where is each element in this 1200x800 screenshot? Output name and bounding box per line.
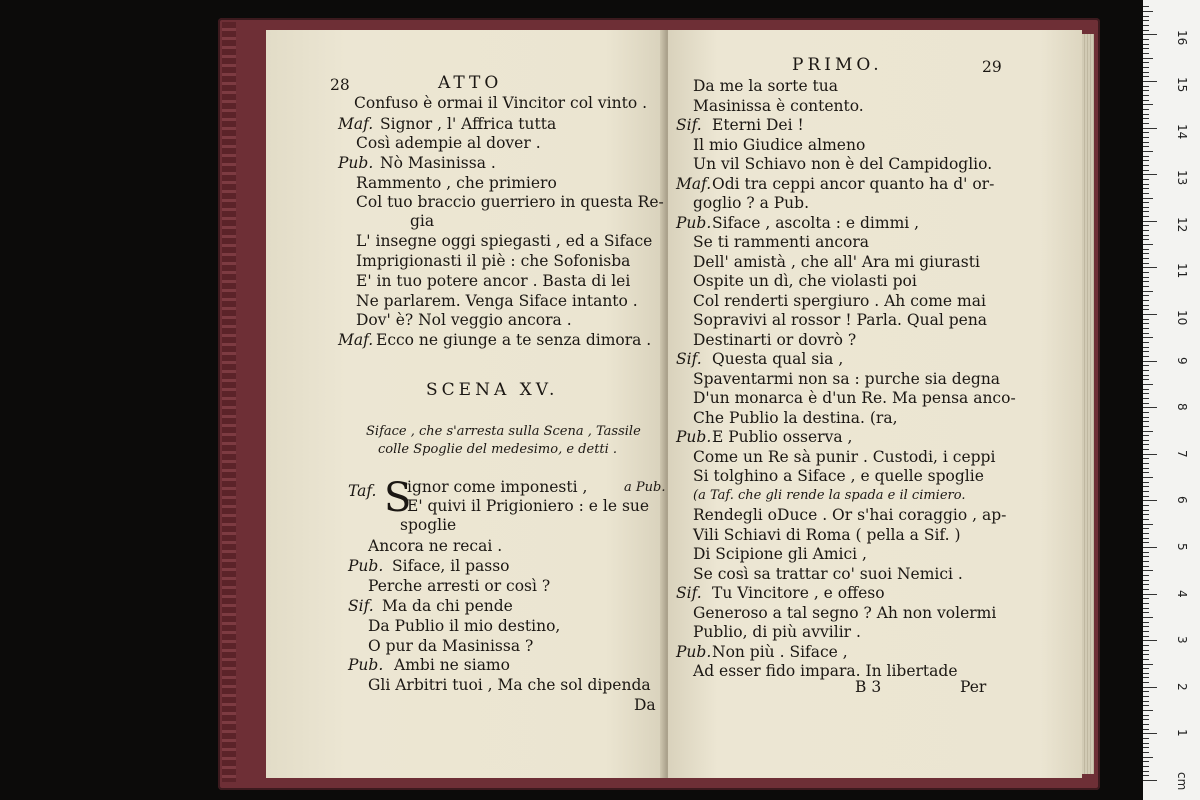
drop-cap: S <box>384 475 412 521</box>
text-line: Masinissa è contento. <box>693 96 864 115</box>
text-line: Rammento , che primiero <box>356 174 557 192</box>
ruler-tick <box>1143 724 1149 725</box>
ruler-tick <box>1143 314 1157 315</box>
scene-heading: SCENA XV. <box>426 380 559 400</box>
text-line: Eterni Dei ! <box>712 116 804 134</box>
ruler-tick <box>1143 403 1149 404</box>
speaker-label: Sif. <box>348 597 374 615</box>
ruler-tick <box>1143 90 1149 91</box>
ruler-tick <box>1143 263 1149 264</box>
ruler-tick <box>1143 435 1149 436</box>
ruler-tick <box>1143 575 1149 576</box>
catchword: Da <box>634 696 656 714</box>
text-line: Spaventarmi non sa : purche sia degna <box>693 369 1001 388</box>
speaker-label: Pub. <box>676 428 712 446</box>
ruler-tick <box>1143 25 1149 26</box>
ruler-tick <box>1143 146 1149 147</box>
ruler-tick <box>1143 72 1149 73</box>
ruler-tick <box>1143 156 1149 157</box>
ruler-tick <box>1143 309 1149 310</box>
text-line: Ne parlarem. Venga Siface intanto . <box>356 292 638 310</box>
ruler-number: 4 <box>1175 589 1189 598</box>
ruler-tick <box>1143 468 1149 469</box>
ruler-tick <box>1143 687 1157 688</box>
ruler-tick <box>1143 677 1149 678</box>
ruler-tick <box>1143 132 1149 133</box>
ruler-number: 7 <box>1175 449 1189 458</box>
speaker-label: Sif. <box>676 116 702 134</box>
text-line: Confuso è ormai il Vincitor col vinto . <box>354 94 648 112</box>
ruler-tick <box>1143 528 1149 529</box>
ruler-tick <box>1143 6 1149 7</box>
speaker-label: Pub. <box>348 656 384 674</box>
ruler-tick <box>1143 272 1149 273</box>
ruler-tick <box>1143 491 1149 492</box>
ruler-tick <box>1143 389 1149 390</box>
ruler-tick <box>1143 81 1157 82</box>
ruler-tick <box>1143 319 1149 320</box>
ruler-tick <box>1143 160 1149 161</box>
ruler-tick <box>1143 608 1149 609</box>
text-line: (a Taf. che gli rende la spada e il cimiero. <box>693 487 966 503</box>
speaker-label: Pub. <box>338 154 374 172</box>
text-line: Ad esser fido impara. In libertade <box>693 662 958 680</box>
ruler-tick <box>1143 100 1149 101</box>
ruler-tick <box>1143 142 1149 143</box>
ruler-tick <box>1143 174 1157 175</box>
ruler-tick <box>1143 184 1149 185</box>
ruler-tick <box>1143 482 1149 483</box>
ruler-tick <box>1143 118 1149 119</box>
text-line: Tu Vincitore , e offeso <box>712 584 885 602</box>
ruler-tick <box>1143 570 1153 571</box>
ruler-tick <box>1143 286 1149 287</box>
text-line: Di Scipione gli Amici , <box>693 545 867 563</box>
ruler-tick <box>1143 584 1149 585</box>
ruler-tick <box>1143 20 1149 21</box>
ruler-tick <box>1143 640 1157 641</box>
ruler-tick <box>1143 449 1149 450</box>
ruler-tick <box>1143 225 1149 226</box>
measuring-ruler <box>1143 0 1200 800</box>
ruler-tick <box>1143 612 1149 613</box>
ruler-unit: cm <box>1175 772 1189 791</box>
ruler-tick <box>1143 328 1149 329</box>
text-line: Questa qual sia , <box>712 350 844 368</box>
ruler-tick <box>1143 198 1153 199</box>
ruler-tick <box>1143 165 1149 166</box>
text-line: D'un monarca è d'un Re. Ma pensa anco- <box>693 389 1016 407</box>
text-line: Da Publio il mio destino, <box>368 617 561 635</box>
text-line: Col tuo braccio guerriero in questa Re- <box>356 193 664 211</box>
ruler-tick <box>1143 253 1149 254</box>
ruler-tick <box>1143 16 1149 17</box>
text-line: Come un Re sà punir . Custodi, i ceppi <box>693 447 996 466</box>
ruler-tick <box>1143 342 1149 343</box>
speaker-label: Maf. <box>338 331 374 349</box>
ruler-tick <box>1143 323 1149 324</box>
text-line: Ma da chi pende <box>382 597 513 615</box>
catchword: Per <box>960 678 987 696</box>
speaker-label: Taf. <box>348 482 377 500</box>
ruler-number: 10 <box>1175 310 1189 326</box>
text-line: Perche arresti or così ? <box>368 577 551 595</box>
text-line: Nò Masinissa . <box>380 154 496 172</box>
ruler-tick <box>1143 463 1149 464</box>
ruler-tick <box>1143 407 1157 408</box>
ruler-tick <box>1143 67 1149 68</box>
ruler-tick <box>1143 417 1149 418</box>
ruler-tick <box>1143 743 1149 744</box>
ruler-tick <box>1143 179 1149 180</box>
ruler-tick <box>1143 458 1149 459</box>
ruler-tick <box>1143 710 1153 711</box>
text-line: Dell' amistà , che all' Ara mi giurasti <box>693 252 980 271</box>
ruler-tick <box>1143 729 1149 730</box>
ruler-tick <box>1143 375 1149 376</box>
ruler-tick <box>1143 398 1149 399</box>
ruler-number: 1 <box>1175 729 1189 738</box>
speaker-label: Sif. <box>676 350 702 368</box>
ruler-number: 5 <box>1175 543 1189 551</box>
ruler-tick <box>1143 170 1149 171</box>
ruler-tick <box>1143 109 1149 110</box>
ruler-number: 16 <box>1175 30 1189 46</box>
ruler-tick <box>1143 761 1149 762</box>
text-line: Ecco ne giunge a te senza dimora . <box>376 331 652 349</box>
text-line: Dov' è? Nol veggio ancora . <box>356 311 572 329</box>
cover-edge <box>222 22 236 782</box>
ruler-tick <box>1143 472 1149 473</box>
page-number: 28 <box>330 76 350 94</box>
ruler-tick <box>1143 62 1149 63</box>
text-line: E Publio osserva , <box>712 428 853 446</box>
ruler-tick <box>1143 249 1149 250</box>
speaker-label: Sif. <box>676 584 702 602</box>
ruler-tick <box>1143 384 1153 385</box>
ruler-tick <box>1143 524 1153 525</box>
ruler-tick <box>1143 454 1157 455</box>
ruler-tick <box>1143 333 1149 334</box>
text-line: Gli Arbitri tuoi , Ma che sol dipenda <box>368 676 651 694</box>
ruler-tick <box>1143 244 1153 245</box>
ruler-tick <box>1143 757 1153 758</box>
ruler-tick <box>1143 617 1153 618</box>
page-edges <box>1082 34 1094 774</box>
text-line: Odi tra ceppi ancor quanto ha d' or- <box>712 174 995 193</box>
text-line: Ospite un dì, che violasti poi <box>693 272 917 290</box>
ruler-tick <box>1143 393 1149 394</box>
ruler-tick <box>1143 477 1153 478</box>
ruler-tick <box>1143 295 1149 296</box>
ruler-tick <box>1143 668 1149 669</box>
ruler-tick <box>1143 552 1149 553</box>
speaker-label: Pub. <box>676 213 712 232</box>
ruler-tick <box>1143 421 1149 422</box>
text-line: Ancora ne recai . <box>368 537 503 555</box>
ruler-tick <box>1143 221 1157 222</box>
ruler-tick <box>1143 701 1149 702</box>
page-number: 29 <box>982 58 1002 76</box>
ruler-tick <box>1143 566 1149 567</box>
ruler-number: 2 <box>1175 682 1189 691</box>
ruler-tick <box>1143 766 1149 767</box>
ruler-tick <box>1143 510 1149 511</box>
text-line: Siface, il passo <box>392 557 510 575</box>
ruler-tick <box>1143 361 1157 362</box>
ruler-tick <box>1143 775 1149 776</box>
text-line: Generoso a tal segno ? Ah non volermi <box>693 603 997 622</box>
text-line: gia <box>410 212 435 230</box>
ruler-tick <box>1143 351 1149 352</box>
ruler-tick <box>1143 239 1149 240</box>
ruler-tick <box>1143 300 1149 301</box>
ruler-tick <box>1143 379 1149 380</box>
ruler-tick <box>1143 682 1149 683</box>
ruler-tick <box>1143 151 1153 152</box>
ruler-tick <box>1143 137 1149 138</box>
ruler-tick <box>1143 556 1149 557</box>
text-line: Il mio Giudice almeno <box>693 135 866 154</box>
ruler-tick <box>1143 128 1157 129</box>
ruler-tick <box>1143 752 1149 753</box>
ruler-tick <box>1143 347 1149 348</box>
ruler-number: 6 <box>1175 496 1189 505</box>
ruler-tick <box>1143 654 1149 655</box>
ruler-tick <box>1143 691 1149 692</box>
ruler-tick <box>1143 659 1149 660</box>
ruler-tick <box>1143 48 1149 49</box>
text-line: Se ti rammenti ancora <box>693 233 870 251</box>
ruler-tick <box>1143 538 1149 539</box>
text-line: Imprigionasti il piè : che Sofonisba <box>356 252 631 270</box>
ruler-tick <box>1143 719 1149 720</box>
ruler-tick <box>1143 53 1149 54</box>
ruler-number: 12 <box>1175 216 1189 233</box>
ruler-tick <box>1143 650 1149 651</box>
ruler-tick <box>1143 496 1149 497</box>
ruler-number: 9 <box>1175 356 1189 365</box>
ruler-tick <box>1143 500 1157 501</box>
text-line: Publio, di più avvilir . <box>693 623 861 641</box>
text-line: Che Publio la destina. (ra, <box>693 408 898 427</box>
ruler-tick <box>1143 444 1149 445</box>
ruler-tick <box>1143 631 1149 632</box>
signature-mark: B 3 <box>855 678 882 696</box>
ruler-tick <box>1143 440 1149 441</box>
ruler-tick <box>1143 636 1149 637</box>
ruler-tick <box>1143 533 1149 534</box>
text-line: spoglie <box>400 516 457 534</box>
ruler-tick <box>1143 771 1149 772</box>
stage-direction: colle Spoglie del medesimo, e detti . <box>378 442 618 457</box>
ruler-tick <box>1143 356 1149 357</box>
ruler-tick <box>1143 514 1149 515</box>
ruler-tick <box>1143 715 1149 716</box>
ruler-tick <box>1143 673 1149 674</box>
ruler-tick <box>1143 431 1153 432</box>
ruler-tick <box>1143 305 1149 306</box>
text-line: Destinarti or dovrò ? <box>693 330 857 349</box>
speaker-label: Pub. <box>348 557 384 575</box>
ruler-tick <box>1143 594 1157 595</box>
ruler-tick <box>1143 547 1157 548</box>
text-line: Vili Schiavi di Roma ( pella a Sif. ) <box>693 525 961 544</box>
ruler-tick <box>1143 58 1153 59</box>
ruler-tick <box>1143 216 1149 217</box>
ruler-number: 15 <box>1175 77 1189 93</box>
ruler-tick <box>1143 39 1149 40</box>
ruler-number: 13 <box>1175 170 1189 186</box>
running-head: ATTO <box>438 73 503 93</box>
ruler-number: 3 <box>1175 636 1189 644</box>
ruler-tick <box>1143 291 1153 292</box>
text-line: Signor , l' Affrica tutta <box>380 115 557 133</box>
speaker-label: Pub. <box>676 642 712 661</box>
ruler-number: 8 <box>1175 403 1189 411</box>
speaker-label: Maf. <box>338 115 374 133</box>
ruler-tick <box>1143 11 1153 12</box>
aside-note: a Pub. <box>624 480 666 495</box>
ruler-tick <box>1143 426 1149 427</box>
ruler-tick <box>1143 207 1149 208</box>
text-line: L' insegne oggi spiegasti , ed a Siface <box>356 232 653 250</box>
ruler-tick <box>1143 76 1149 77</box>
ruler-tick <box>1143 34 1157 35</box>
ruler-tick <box>1143 747 1149 748</box>
ruler-tick <box>1143 230 1149 231</box>
ruler-tick <box>1143 505 1149 506</box>
ruler-tick <box>1143 589 1149 590</box>
ruler-tick <box>1143 622 1149 623</box>
ruler-tick <box>1143 211 1149 212</box>
ruler-tick <box>1143 696 1149 697</box>
text-line: Se così sa trattar co' suoi Nemici . <box>693 564 963 583</box>
ruler-tick <box>1143 235 1149 236</box>
ruler-tick <box>1143 258 1149 259</box>
ruler-tick <box>1143 281 1149 282</box>
ruler-tick <box>1143 44 1149 45</box>
ruler-tick <box>1143 202 1149 203</box>
ruler-tick <box>1143 664 1153 665</box>
ruler-tick <box>1143 123 1149 124</box>
text-line: Così adempie al dover . <box>356 134 541 152</box>
ruler-tick <box>1143 580 1149 581</box>
text-line: Col renderti spergiuro . Ah come mai <box>693 291 986 310</box>
ruler-number: 14 <box>1175 123 1189 139</box>
running-head: PRIMO. <box>792 55 883 75</box>
text-line: ignor come imponesti , <box>407 478 588 496</box>
ruler-tick <box>1143 114 1149 115</box>
ruler-tick <box>1143 486 1149 487</box>
ruler-tick <box>1143 519 1149 520</box>
text-line: Da me la sorte tua <box>693 77 838 95</box>
ruler-tick <box>1143 86 1149 87</box>
speaker-label: Maf. <box>676 174 712 193</box>
ruler-tick <box>1143 733 1157 734</box>
ruler-tick <box>1143 104 1153 105</box>
text-line: E' in tuo potere ancor . Basta di lei <box>356 272 631 290</box>
ruler-tick <box>1143 370 1149 371</box>
ruler-tick <box>1143 365 1149 366</box>
text-line: Ambi ne siamo <box>394 656 510 674</box>
ruler-tick <box>1143 337 1153 338</box>
ruler-tick <box>1143 645 1149 646</box>
text-line: Non più . Siface , <box>712 642 848 661</box>
ruler-tick <box>1143 705 1149 706</box>
ruler-tick <box>1143 277 1149 278</box>
text-line: goglio ? a Pub. <box>693 194 810 212</box>
text-line: Un vil Schiavo non è del Campidoglio. <box>693 155 993 173</box>
ruler-tick <box>1143 598 1149 599</box>
text-line: Sopravivi al rossor ! Parla. Qual pena <box>693 311 988 329</box>
ruler-tick <box>1143 738 1149 739</box>
text-line: Siface , ascolta : e dimmi , <box>712 213 920 232</box>
ruler-number: 11 <box>1175 263 1189 279</box>
ruler-tick <box>1143 412 1149 413</box>
ruler-tick <box>1143 561 1149 562</box>
ruler-tick <box>1143 95 1149 96</box>
text-line: E' quivi il Prigioniero : e le sue <box>407 497 650 515</box>
ruler-tick <box>1143 780 1157 781</box>
ruler-tick <box>1143 603 1149 604</box>
ruler-tick <box>1143 30 1149 31</box>
ruler-tick <box>1143 188 1149 189</box>
ruler-tick <box>1143 542 1149 543</box>
ruler-tick <box>1143 626 1149 627</box>
text-line: Rendegli oDuce . Or s'hai coraggio , ap- <box>693 506 1007 524</box>
text-line: Si tolghino a Siface , e quelle spoglie <box>693 467 984 485</box>
ruler-tick <box>1143 193 1149 194</box>
text-line: O pur da Masinissa ? <box>368 637 534 655</box>
ruler-tick <box>1143 267 1157 268</box>
stage-direction: Siface , che s'arresta sulla Scena , Tassile <box>366 424 641 439</box>
